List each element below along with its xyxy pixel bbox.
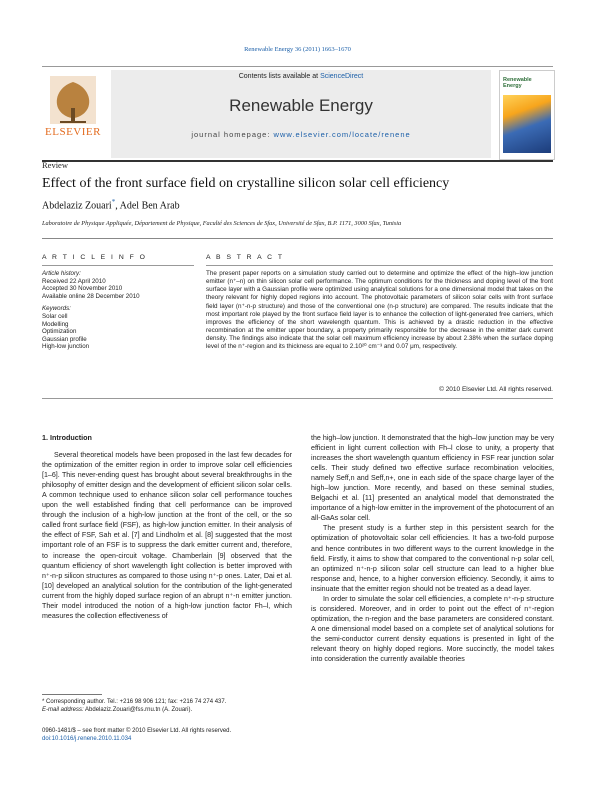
email-label: E-mail address: bbox=[42, 707, 84, 713]
doi-link[interactable]: doi:10.1016/j.renene.2010.11.034 bbox=[42, 736, 132, 742]
header-divider bbox=[42, 66, 553, 67]
footnote-contact: Corresponding author. Tel.: +216 98 906 121; fax: +216 74 274 437. bbox=[44, 699, 227, 705]
keyword: Optimization bbox=[42, 328, 77, 336]
journal-cover bbox=[499, 70, 555, 160]
keyword: Modelling bbox=[42, 320, 69, 328]
article-info-rule bbox=[42, 265, 194, 266]
abstract-text: The present paper reports on a simulation study carried out to determine and optimize the effect of the high–low junction emitter (n⁺–n) on thin silicon solar cell performance. The optimum conditions for the thickness and doping level of the front surface layer with a Gaussian profile were optimized using analytical solutions for a one dimensional model that takes on the theory relevant for highly doped regions into account. The photovoltaic parameters of silicon solar cells with front surface field layer (n⁺-n-p structure) and those of the conventional one (n-p structure) are compared. The results indicate that the most important role played by the front surface field layer is to enhance the collection of light-generated free carriers, which improves the efficiency of the short wavelength quantum. This is achieved by a drastic reduction in the effective recombination at the emitter upper boundary, a property primarily responsible for the decrease in the emitter dark current density. The findings also indicate that the solar cell maximum efficiency increase by about 2.38% when the surface doping level of the n⁺-region and its thickness are equal to 2.10²⁰ cm⁻³ and 0.07 μm, respectively. bbox=[206, 270, 553, 351]
elsevier-tree-logo bbox=[42, 72, 104, 154]
affiliation: Laboratoire de Physique Appliquée, Département de Physique, Faculté des Sciences de Sfax, Université de Sfax, B.P. 1171, 3000 Sfax, Tunisia bbox=[42, 220, 402, 227]
section-heading: 1. Introduction bbox=[42, 433, 92, 442]
keyword: Gaussian profile bbox=[42, 335, 87, 343]
header-bottom-rule bbox=[42, 160, 553, 162]
contents-prefix: Contents lists available at bbox=[238, 73, 321, 80]
body-left-column bbox=[42, 433, 292, 621]
corresponding-author-mark[interactable]: * bbox=[111, 198, 116, 206]
journal-title: Renewable Energy bbox=[229, 96, 373, 115]
history-label: Article history: bbox=[42, 270, 81, 277]
journal-homepage bbox=[111, 130, 491, 139]
received-date: Received 22 April 2010 bbox=[42, 277, 106, 285]
title-divider bbox=[42, 238, 553, 239]
article-info bbox=[42, 270, 194, 351]
author-name: , Adel Ben Arab bbox=[115, 200, 180, 212]
keyword: High-low junction bbox=[42, 343, 90, 351]
homepage-link[interactable]: www.elsevier.com/locate/renene bbox=[273, 130, 411, 139]
abstract-heading: A B S T R A C T bbox=[206, 254, 284, 261]
keyword: Solar cell bbox=[42, 312, 68, 320]
issn-block bbox=[42, 727, 302, 743]
author-list bbox=[42, 198, 180, 211]
issn-line: 0960-1481/$ – see front matter © 2010 Elsevier Ltd. All rights reserved. bbox=[42, 728, 232, 734]
author-name: Abdelaziz Zouari bbox=[42, 200, 112, 212]
contents-line bbox=[111, 73, 491, 80]
publisher-name: ELSEVIER bbox=[45, 126, 101, 138]
sciencedirect-link[interactable]: ScienceDirect bbox=[320, 73, 364, 80]
copyright: © 2010 Elsevier Ltd. All rights reserved. bbox=[439, 386, 553, 393]
body-right-column bbox=[311, 433, 554, 664]
body-paragraph: the high–low junction. It demonstrated that the high–low junction may be very efficient in light current collection with Fh–l close to unity, a property that increases the short wavelength quantum efficiency in FSF rear junction solar cells. Their study defined two effective surface recombination velocities, namely Seff,n and Seff,n+, one in each side of the space charge layer of the high–low junction. More recently, and based on these seminal studies, Belgachi et al. [11] presented an analytical model that demonstrated the importance of a high-low emitter in the improvement of the photocurrent of an all-GaAs solar cell. bbox=[311, 434, 554, 523]
article-title: Effect of the front surface field on crystalline silicon solar cell efficiency bbox=[42, 176, 450, 191]
cover-title: Renewable Energy bbox=[503, 77, 532, 89]
body-paragraph: In order to simulate the solar cell efficiencies, a complete n⁺-n-p structure is considered. Moreover, and in order to point out the effect of n⁺-region optimization, the n-region and the base parameters are considered constant. A one dimensional model based on a complete set of analytical solutions for the semi-conductor current density equations is presented in light of the relevant theory on highly doped regions. More succinctly, the model takes into consideration the currently available theories bbox=[311, 594, 554, 664]
article-type: Review bbox=[42, 160, 68, 170]
abstract-rule bbox=[206, 265, 553, 266]
keywords-label: Keywords: bbox=[42, 305, 71, 313]
online-date: Available online 28 December 2010 bbox=[42, 292, 140, 300]
email-address[interactable]: Abdelaziz.Zouari@fss.rnu.tn (A. Zouari). bbox=[83, 707, 193, 713]
footnote bbox=[42, 698, 302, 714]
footnote-rule bbox=[42, 694, 102, 695]
cover-image bbox=[503, 95, 551, 153]
body-paragraph: The present study is a further step in this persistent search for the optimization of photovoltaic solar cell efficiencies. It has a two-fold purpose and hence contributes in two different ways to the current knowledge in the field. Firstly, it aims to show that compared to the conventional n-p solar cell, an optimized n⁺-n-p silicon solar cell structure can lead to a higher blue response and, hence, to a higher conversion efficiency. Secondly, it aims to insinuate that the emitter region should not be treated as a dead layer. bbox=[311, 524, 554, 593]
abstract-bottom-rule bbox=[42, 398, 553, 399]
journal-citation[interactable]: Renewable Energy 36 (2011) 1663–1670 bbox=[244, 46, 351, 53]
body-paragraph: Several theoretical models have been proposed in the last few decades for the optimization of the emitter region in order to improve solar cell efficiencies [1–6]. This never-ending quest has brought about several breakthroughs in the philosophy of emitter design and the development of efficient silicon solar cells. A common technique used to enhance silicon solar cell performance touches upon the well established finding that cell performance can be improved through the inclusion of a high-low junction at the front of the cell, or the so called front surface field (FSF), as high-low junction emitter. In their analysis of the effect of FSF, Sah et al. [7] and Lindholm et al. [8] suggested that the most important role of an FSF is to suppress the dark emitter current and, therefore, to increase the open-circuit voltage. Chamberlain [9] observed that the quantum efficiency of short wavelength light collection is better improved with n⁺-n-p silicon structures as compared to those using n⁺-p ones. Later, Dai et al. [10] developed an analytical solution for the contribution of the light-generated current from the highly doped surface region of an abrupt n⁺-n emitter junction. Their model introduced the notion of a high-low junction factor Fh–l, which measures the collection effectiveness of bbox=[42, 451, 292, 620]
footnote-mark: * bbox=[42, 699, 45, 705]
homepage-prefix: journal homepage: bbox=[191, 130, 274, 139]
article-info-heading: A R T I C L E I N F O bbox=[42, 254, 147, 261]
accepted-date: Accepted 30 November 2010 bbox=[42, 285, 123, 293]
